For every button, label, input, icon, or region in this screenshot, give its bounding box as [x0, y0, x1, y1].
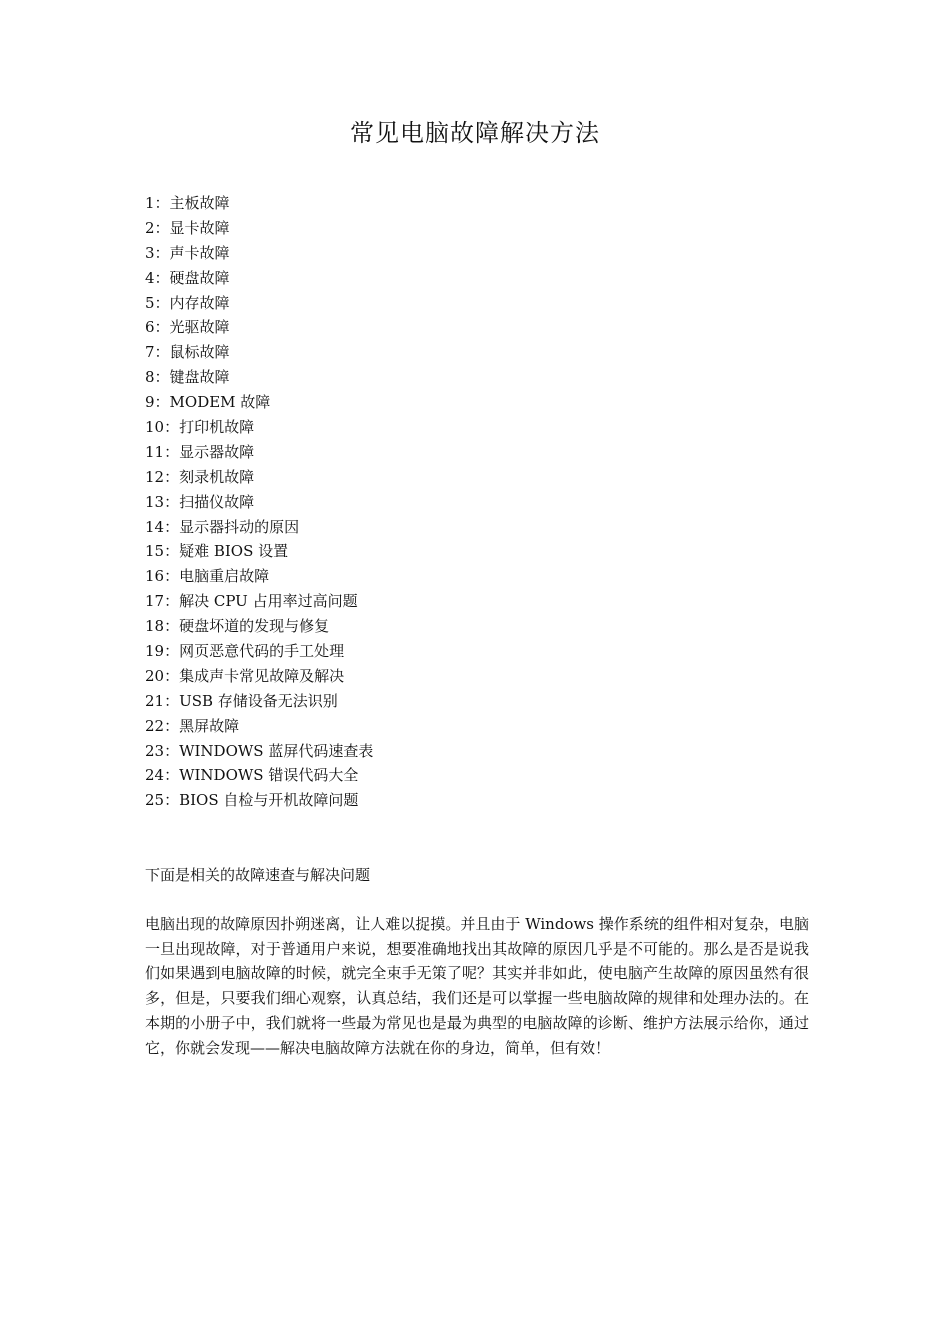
toc-item: 7：鼠标故障 — [145, 343, 230, 362]
toc-item: 5：内存故障 — [145, 293, 230, 312]
toc-item: 20：集成声卡常见故障及解决 — [145, 666, 345, 685]
toc-item: 8：键盘故障 — [145, 368, 230, 387]
toc-item: 15：疑难 BIOS 设置 — [145, 542, 289, 561]
toc-item: 22：黑屏故障 — [145, 716, 240, 735]
toc-item: 3：声卡故障 — [145, 243, 230, 262]
toc-item: 10：打印机故障 — [145, 418, 255, 437]
section-heading: 下面是相关的故障速查与解决问题 — [145, 866, 371, 884]
toc-item: 2：显卡故障 — [145, 218, 230, 237]
toc-item: 9：MODEM 故障 — [145, 393, 271, 412]
toc-item: 18：硬盘坏道的发现与修复 — [145, 617, 330, 636]
table-of-contents — [145, 191, 805, 813]
toc-item: 6：光驱故障 — [145, 318, 230, 337]
toc-item: 14：显示器抖动的原因 — [145, 517, 300, 536]
toc-item: 4：硬盘故障 — [145, 268, 230, 287]
toc-item: 21：USB 存储设备无法识别 — [145, 691, 338, 710]
document-title: 常见电脑故障解决方法 — [350, 119, 600, 147]
toc-item: 1：主板故障 — [145, 194, 230, 212]
toc-item: 12：刻录机故障 — [145, 467, 255, 486]
toc-item: 23：WINDOWS 蓝屏代码速查表 — [145, 741, 374, 760]
toc-item: 25：BIOS 自检与开机故障问题 — [145, 791, 359, 810]
toc-item: 17：解决 CPU 占用率过高问题 — [145, 592, 358, 611]
toc-item: 19：网页恶意代码的手工处理 — [145, 642, 345, 661]
toc-item: 16：电脑重启故障 — [145, 567, 270, 586]
toc-item: 11：显示器故障 — [145, 442, 255, 461]
toc-item: 24：WINDOWS 错误代码大全 — [145, 766, 359, 785]
intro-paragraph: 电脑出现的故障原因扑朔迷离，让人难以捉摸。并且由于 Windows 操作系统的组件相对复杂，电脑一旦出现故障，对于普通用户来说，想要准确地找出其故障的原因几乎是不可能的。那么是否是说我们如果遇到电脑故障的时候，就完全束手无策了呢？其实并非如此，使电脑产生故障的原因虽然有很多，但是，只要我们细心观察，认真总结，我们还是可以掌握一些电脑故障的规律和处理办法的。在本期的小册子中，我们就将一些最为常见也是最为典型的电脑故障的诊断、维护方法展示给你，通过它，你就会发现——解决电脑故障方法就在你的身边，简单，但有效！ — [145, 915, 809, 1057]
toc-item: 13：扫描仪故障 — [145, 492, 255, 511]
